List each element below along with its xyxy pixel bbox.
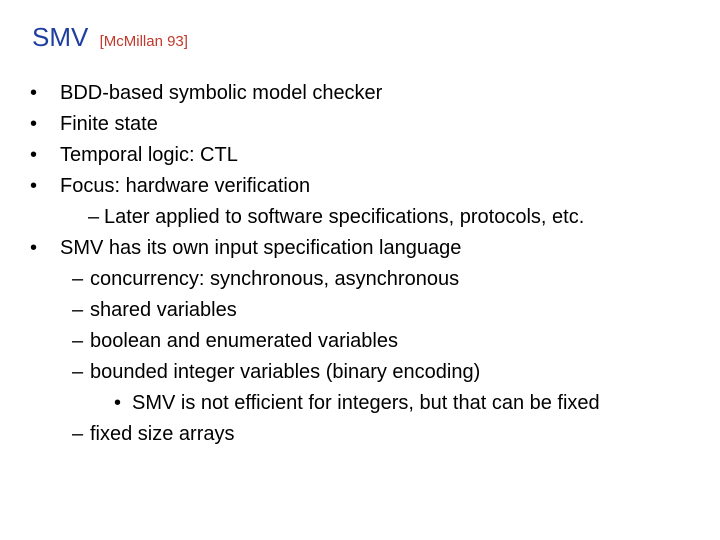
dash-marker: –: [88, 206, 100, 228]
sub-bullet-text: bounded integer variables (binary encoding): [90, 361, 481, 383]
dash-marker: –: [72, 330, 84, 352]
bullet-text: Finite state: [60, 113, 158, 135]
bullet-text: Temporal logic: CTL: [60, 144, 238, 166]
sub-bullet-text: shared variables: [90, 299, 237, 321]
bullet-text: SMV has its own input specification language: [60, 237, 462, 259]
bullet-marker: •: [114, 392, 122, 414]
sub-bullet-text: boolean and enumerated variables: [90, 330, 398, 352]
bullet-text: Focus: hardware verification: [60, 175, 311, 197]
bullet-marker: •: [30, 237, 38, 259]
slide-title: [32, 22, 188, 53]
sub-bullet-text: concurrency: synchronous, asynchronous: [90, 268, 460, 290]
bullet-marker: •: [30, 82, 38, 104]
bullet-marker: •: [30, 144, 38, 166]
dash-marker: –: [72, 268, 84, 290]
bullet-text: BDD-based symbolic model checker: [60, 82, 383, 104]
dash-marker: –: [72, 361, 84, 383]
bullet-marker: •: [30, 175, 38, 197]
dash-marker: –: [72, 299, 84, 321]
title-text: SMV: [32, 22, 89, 52]
bullet-marker: •: [30, 113, 38, 135]
title-citation: [McMillan 93]: [99, 33, 188, 50]
dash-marker: –: [72, 423, 84, 445]
sub-sub-bullet-text: SMV is not efficient for integers, but that can be fixed: [132, 392, 600, 414]
sub-bullet-text: Later applied to software specifications, protocols, etc.: [104, 206, 585, 228]
sub-bullet-text: fixed size arrays: [90, 423, 235, 445]
